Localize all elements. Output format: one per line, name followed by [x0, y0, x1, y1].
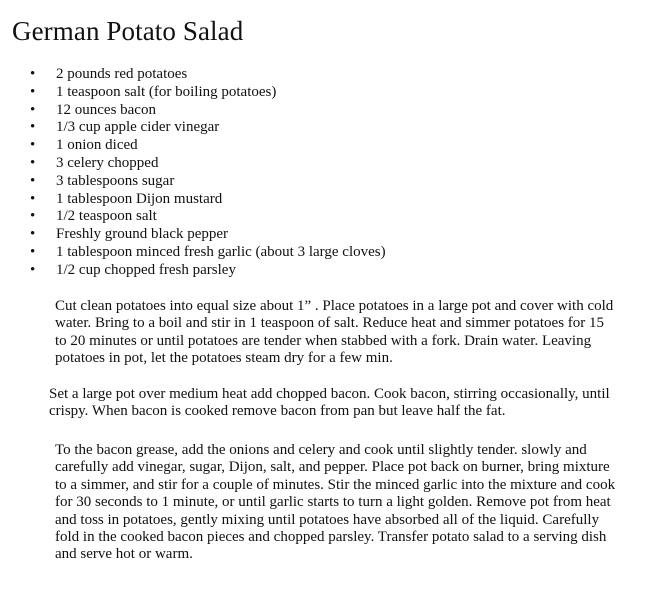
ingredient-item: • 3 celery chopped: [30, 155, 386, 173]
ingredient-item: • 1/3 cup apple cider vinegar: [30, 119, 386, 137]
ingredient-item: • 1/2 cup chopped fresh parsley: [30, 262, 386, 280]
ingredient-item: • Freshly ground black pepper: [30, 226, 386, 244]
ingredient-item: • 3 tablespoons sugar: [30, 173, 386, 191]
instruction-step-boil-potatoes: Cut clean potatoes into equal size about 1” . Place potatoes in a large pot and cover with cold water. Bring to a boil and stir in 1 teaspoon of salt. Reduce heat and simmer potatoes for 15 to 20 minutes or until potatoes are tender when stabbed with a fork. Drain water. Leaving potatoes in pot, let the potatoes steam dry for a few min.: [55, 298, 614, 367]
ingredient-list: [30, 66, 386, 280]
ingredient-item: • 1 onion diced: [30, 137, 386, 155]
ingredient-item: • 1 tablespoon minced fresh garlic (about 3 large cloves): [30, 244, 386, 262]
ingredient-item: • 12 ounces bacon: [30, 102, 386, 120]
ingredient-item: • 1 tablespoon Dijon mustard: [30, 191, 386, 209]
recipe-title: German Potato Salad: [12, 16, 244, 46]
instruction-step-make-dressing: To the bacon grease, add the onions and celery and cook until slightly tender. slowly and carefully add vinegar, sugar, Dijon, salt, and pepper. Place pot back on burner, bring mixture to a simmer, and stir for a couple of minutes. Stir the minced garlic into the mixture and cook for 30 seconds to 1 minute, or until garlic starts to turn a light golden. Remove pot from heat and toss in potatoes, gently mixing until potatoes have absorbed all of the liquid. Carefully fold in the cooked bacon pieces and chopped parsley. Transfer potato salad to a serving dish and serve hot or warm.: [55, 442, 616, 563]
instruction-step-cook-bacon: Set a large pot over medium heat add chopped bacon. Cook bacon, stirring occasionally, until crispy. When bacon is cooked remove bacon from pan but leave half the fat.: [49, 386, 610, 420]
ingredient-item: • 1/2 teaspoon salt: [30, 208, 386, 226]
ingredient-item: • 1 teaspoon salt (for boiling potatoes): [30, 84, 386, 102]
ingredient-item: • 2 pounds red potatoes: [30, 66, 386, 84]
